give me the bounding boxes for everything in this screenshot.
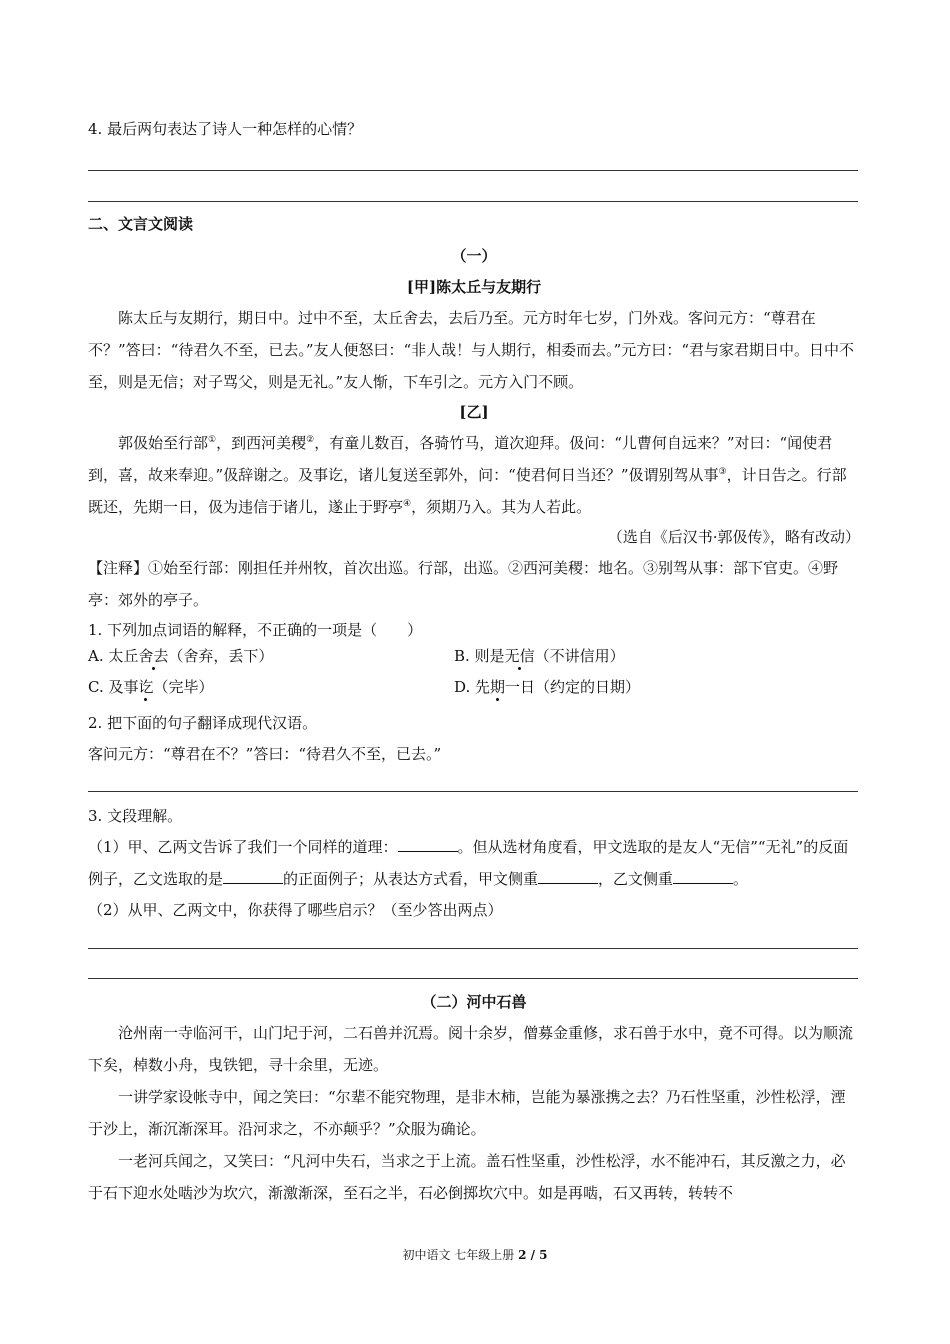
answer-line[interactable] [88, 791, 858, 792]
question-2-sentence: 客问元方：“尊君在不？”答曰：“待君久不至，已去。” [88, 745, 442, 763]
answer-line[interactable] [88, 170, 858, 171]
annotation-notes: 【注释】①始至行部：刚担任并州牧，首次出巡。行部，出巡。②西河美稷：地名。③别驾从事：部下官吏。④野亭：郊外的亭子。 [88, 559, 839, 609]
option-b[interactable]: B. 则是无信（不讲信用） [454, 647, 625, 665]
fill-blank[interactable] [673, 883, 733, 884]
dotted-word: 期 [490, 678, 506, 696]
footer-course: 初中语文 七年级上册 [402, 1248, 519, 1262]
footnote-mark: ② [306, 435, 315, 445]
question-4: 4. 最后两句表达了诗人一种怎样的心情？ [88, 120, 363, 138]
question-2-stem: 2. 把下面的句子翻译成现代汉语。 [88, 714, 318, 732]
page-footer [0, 1246, 950, 1263]
question-1-stem: 1. 下列加点词语的解释，不正确的一项是（ ） [88, 621, 423, 639]
passage-2-paragraph: 沧州南一寺临河干，山门圮于河，二石兽并沉焉。阅十余岁，僧募金重修，求石兽于水中，竟不可得。以为顺流下矣，棹数小舟，曳铁钯，寻十余里，无迹。 [88, 1024, 854, 1074]
dotted-word: 讫 [138, 678, 154, 696]
passage-2-title: （二）河中石兽 [421, 993, 527, 1011]
question-3-part-1: （1）甲、乙两文告诉了我们一个同样的道理： 。但从选材角度看，甲文选取的是友人“无信”“无礼”的反面例子，乙文选取的是 的正面例子；从表达方式看，甲文侧重 ，乙文侧重 。 [88, 838, 849, 888]
dotted-word: 舍去 [138, 647, 169, 665]
fill-blank[interactable] [223, 883, 283, 884]
passage-jia-text: 陈太丘与友期行，期日中。过中不至，太丘舍去，去后乃至。元方时年七岁，门外戏。客问元方：“尊君在不？”答曰：“待君久不至，已去。”友人便怒曰：“非人哉！与人期行，相委而去。”元方曰：“君与家君期日中。日中不至，则是无信；对子骂父，则是无礼。”友人惭，下车引之。元方入门不顾。 [88, 309, 855, 391]
passage-2-paragraph: 一老河兵闻之，又笑曰：“凡河中失石，当求之于上流。盖石性坚重，沙性松浮，水不能冲石，其反激之力，必于石下迎水处啮沙为坎穴，渐激渐深，至石之半，石必倒掷坎穴中。如是再啮，石又再转，转转不 [88, 1152, 846, 1202]
passage-2-paragraph: 一讲学家设帐寺中，闻之笑曰：“尔辈不能究物理，是非木柿，岂能为暴涨携之去？乃石性坚重，沙性松浮，湮于沙上，渐沉渐深耳。沿河求之，不亦颠乎？”众服为确论。 [88, 1088, 846, 1138]
option-a[interactable]: A. 太丘舍去（舍弃，丢下） [88, 647, 274, 665]
passage-jia [88, 302, 860, 398]
part-label: （一） [451, 247, 497, 265]
option-c[interactable]: C. 及事讫（完毕） [88, 678, 214, 696]
answer-line[interactable] [88, 948, 858, 949]
section-title: 二、文言文阅读 [88, 215, 194, 233]
passage-2 [88, 1017, 860, 1209]
footnote-mark: ④ [403, 499, 412, 509]
question-1-options-cd [88, 671, 860, 703]
question-1-options-ab [88, 640, 860, 672]
question-3-stem: 3. 文段理解。 [88, 807, 183, 825]
fill-blank[interactable] [398, 851, 458, 852]
source-citation: （选自《后汉书·郭伋传》，略有改动） [607, 528, 860, 546]
answer-line[interactable] [88, 978, 858, 979]
passage-jia-title: [甲]陈太丘与友期行 [406, 278, 542, 296]
page-number: 2 / 5 [518, 1248, 548, 1262]
passage-yi-text: 郭伋始至行部①，到西河美稷②，有童儿数百，各骑竹马，道次迎拜。伋问：“儿曹何自远来？”对曰：“闻使君到，喜，故来奉迎。”伋辞谢之。及事讫，诸儿复送至郭外，问：“使君何日当还？”伋谓别驾从事③，计日告之。行部既还，先期一日，伋为违信于诸儿，遂止于野亭④，须期乃入。其为人若此。 [88, 434, 847, 516]
option-d[interactable]: D. 先期一日（约定的日期） [454, 678, 641, 696]
dotted-word: 无信 [504, 647, 535, 665]
footnote-mark: ① [208, 435, 217, 445]
footnote-mark: ③ [718, 467, 727, 477]
passage-yi [88, 427, 860, 523]
answer-line[interactable] [88, 201, 858, 202]
passage-yi-title: [乙] [459, 403, 489, 421]
fill-blank[interactable] [538, 883, 598, 884]
question-3-part-2: （2）从甲、乙两文中，你获得了哪些启示？（至少答出两点） [88, 901, 503, 919]
